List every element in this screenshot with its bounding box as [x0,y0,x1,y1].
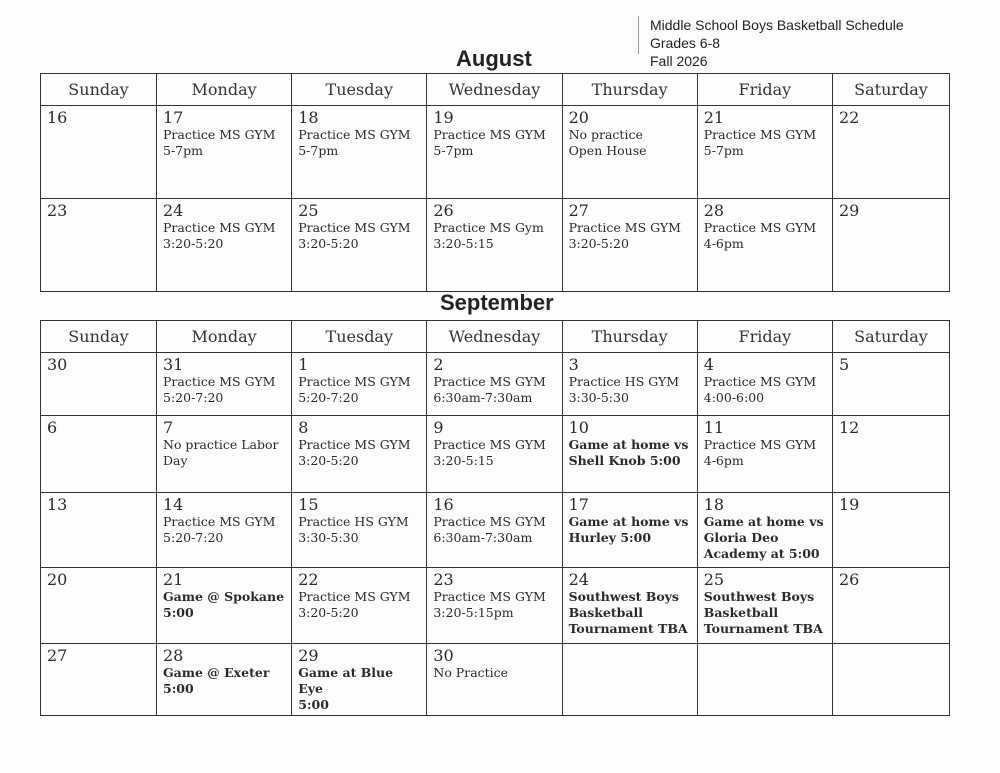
weekday-thursday: Thursday [562,321,697,353]
calendar-day-cell [562,199,697,292]
day-number: 17 [568,495,589,514]
event-line: 6:30am-7:30am [433,390,533,405]
calendar-day-cell [157,568,292,644]
day-number: 26 [839,570,860,589]
calendar-day-cell [427,493,562,568]
calendar-day-cell [157,416,292,493]
calendar-day-cell [833,353,950,416]
event-line: Practice MS GYM [703,437,817,452]
day-number: 26 [433,201,454,220]
calendar-day-cell [427,416,562,493]
event-line: 3:30-5:30 [298,530,359,545]
day-number: 11 [703,418,725,437]
day-number: 27 [568,201,589,220]
event-line: Practice MS GYM [298,220,411,235]
august-calendar [40,73,950,292]
day-number: 12 [839,418,860,437]
day-number: 3 [568,355,579,374]
event-line: 5-7pm [163,143,203,158]
event-line: Practice MS GYM [163,220,276,235]
event-line: No Practice [433,665,509,680]
day-number: 24 [568,570,589,589]
calendar-day-cell [833,199,950,292]
day-number: 29 [298,646,319,665]
weekday-sunday: Sunday [41,74,157,106]
day-number: 18 [703,495,725,514]
game-event-line: Gloria Deo [703,530,779,545]
day-number: 8 [298,418,309,437]
calendar-day-cell [292,644,427,716]
day-number: 16 [47,108,68,127]
day-number: 20 [568,108,589,127]
day-number: 14 [163,495,184,514]
month-title-september: September [440,290,554,315]
calendar-week-row [41,416,950,493]
calendar-day-cell [41,199,157,292]
day-number: 21 [163,570,184,589]
event-line: Practice MS GYM [163,374,276,389]
schedule-grades: Grades 6-8 [650,35,721,51]
weekday-tuesday: Tuesday [292,74,427,106]
calendar-day-cell [41,493,157,568]
weekday-friday: Friday [697,74,832,106]
calendar-day-cell [157,493,292,568]
event-line: Practice MS GYM [298,437,411,452]
game-event-line: Basketball [568,605,643,620]
day-number: 17 [163,108,184,127]
calendar-day-cell [562,493,697,568]
header-divider [638,16,639,54]
calendar-day-cell [41,416,157,493]
weekday-sunday: Sunday [41,321,157,353]
calendar-day-cell [292,353,427,416]
day-number: 22 [839,108,860,127]
calendar-day-cell [833,644,950,716]
weekday-saturday: Saturday [833,74,950,106]
calendar-day-cell [833,416,950,493]
calendar-day-cell [292,199,427,292]
game-event-line: Game @ Spokane [163,589,285,604]
day-number: 25 [298,201,319,220]
calendar-day-cell [292,416,427,493]
day-number: 20 [47,570,68,589]
event-line: 4-6pm [703,236,744,251]
day-number: 21 [703,108,725,127]
weekday-wednesday: Wednesday [427,321,562,353]
event-line: Day [163,453,188,468]
game-event-line: Game @ Exeter [163,665,270,680]
calendar-day-cell [427,199,562,292]
weekday-monday: Monday [157,321,292,353]
day-number: 5 [839,355,850,374]
event-line: Practice MS GYM [298,374,411,389]
event-line: No practice Labor [163,437,279,452]
calendar-week-row [41,199,950,292]
event-line: Open House [568,143,647,158]
calendar-day-cell [427,568,562,644]
weekday-header-row [41,321,950,353]
event-line: Practice MS GYM [433,437,546,452]
calendar-week-row [41,644,950,716]
event-line: Practice MS GYM [433,514,546,529]
calendar-day-cell [562,353,697,416]
event-line: 3:20-5:15 [433,453,494,468]
calendar-day-cell [697,106,832,199]
game-event-line: Southwest Boys [568,589,679,604]
day-number: 28 [163,646,184,665]
schedule-season: Fall 2026 [650,53,708,69]
event-line: Practice MS GYM [163,514,276,529]
event-line: Practice HS GYM [298,514,409,529]
event-line: 3:20-5:15 [433,236,494,251]
day-number: 31 [163,355,184,374]
september-calendar [40,320,950,716]
weekday-thursday: Thursday [562,74,697,106]
event-line: 4-6pm [703,453,744,468]
schedule-header [650,16,904,70]
game-event-line: Southwest Boys [703,589,815,604]
event-line: 5:20-7:20 [298,390,359,405]
weekday-wednesday: Wednesday [427,74,562,106]
calendar-day-cell [41,568,157,644]
event-line: Practice MS GYM [703,220,817,235]
day-number: 6 [47,418,58,437]
event-line: 3:20-5:15pm [433,605,514,620]
event-line: Practice MS GYM [703,127,817,142]
weekday-header-row [41,74,950,106]
day-number: 18 [298,108,319,127]
event-line: 5-7pm [298,143,339,158]
day-number: 24 [163,201,184,220]
calendar-day-cell [562,416,697,493]
day-number: 16 [433,495,454,514]
calendar-week-row [41,568,950,644]
calendar-day-cell [157,106,292,199]
calendar-day-cell [562,644,697,716]
event-line: 3:20-5:20 [568,236,629,251]
calendar-day-cell [292,568,427,644]
calendar-day-cell [157,353,292,416]
calendar-day-cell [562,568,697,644]
day-number: 27 [47,646,68,665]
day-number: 1 [298,355,309,374]
month-title-august: August [456,46,532,71]
event-line: Practice MS GYM [163,127,276,142]
day-number: 29 [839,201,860,220]
event-line: 3:20-5:20 [298,236,359,251]
game-event-line: Tournament TBA [568,621,688,636]
event-line: Practice MS Gym [433,220,544,235]
calendar-day-cell [697,568,832,644]
calendar-day-cell [697,199,832,292]
day-number: 15 [298,495,319,514]
calendar-week-row [41,493,950,568]
calendar-day-cell [697,416,832,493]
event-line: Practice HS GYM [568,374,680,389]
game-event-line: Hurley 5:00 [568,530,652,545]
day-number: 23 [47,201,68,220]
day-number: 28 [703,201,725,220]
game-event-line: Basketball [703,605,779,620]
calendar-day-cell [292,106,427,199]
event-line: Practice MS GYM [568,220,681,235]
weekday-saturday: Saturday [833,321,950,353]
calendar-day-cell [157,199,292,292]
calendar-day-cell [157,644,292,716]
day-number: 19 [839,495,860,514]
day-number: 10 [568,418,589,437]
event-line: 5:20-7:20 [163,390,224,405]
event-line: Practice MS GYM [298,127,411,142]
game-event-line: Tournament TBA [703,621,823,636]
calendar-day-cell [697,493,832,568]
calendar-week-row [41,353,950,416]
calendar-day-cell [697,353,832,416]
event-line: 3:30-5:30 [568,390,629,405]
calendar-day-cell [833,106,950,199]
calendar-day-cell [292,493,427,568]
weekday-tuesday: Tuesday [292,321,427,353]
game-event-line: Game at Blue Eye [298,665,394,696]
event-line: Practice MS GYM [433,374,546,389]
calendar-day-cell [833,568,950,644]
game-event-line: 5:00 [163,681,194,696]
weekday-monday: Monday [157,74,292,106]
calendar-day-cell [562,106,697,199]
calendar-day-cell [427,644,562,716]
event-line: 5:20-7:20 [163,530,224,545]
event-line: Practice MS GYM [433,589,546,604]
event-line: 3:20-5:20 [298,453,359,468]
game-event-line: Game at home vs [568,437,689,452]
day-number: 25 [703,570,725,589]
event-line: 3:20-5:20 [298,605,359,620]
calendar-day-cell [427,106,562,199]
event-line: 6:30am-7:30am [433,530,533,545]
calendar-week-row [41,106,950,199]
event-line: 4:00-6:00 [703,390,765,405]
event-line: 3:20-5:20 [163,236,224,251]
calendar-day-cell [427,353,562,416]
day-number: 23 [433,570,454,589]
calendar-day-cell [41,644,157,716]
event-line: 5-7pm [703,143,744,158]
calendar-day-cell [833,493,950,568]
calendar-day-cell [41,106,157,199]
day-number: 19 [433,108,454,127]
event-line: Practice MS GYM [433,127,546,142]
calendar-day-cell [41,353,157,416]
game-event-line: Academy at 5:00 [703,546,820,561]
event-line: Practice MS GYM [298,589,411,604]
schedule-title: Middle School Boys Basketball Schedule [650,17,904,33]
event-line: 5-7pm [433,143,474,158]
day-number: 2 [433,355,444,374]
day-number: 13 [47,495,68,514]
day-number: 30 [433,646,454,665]
game-event-line: Game at home vs [703,514,824,529]
weekday-friday: Friday [697,321,832,353]
day-number: 9 [433,418,444,437]
game-event-line: Shell Knob 5:00 [568,453,681,468]
day-number: 4 [703,355,714,374]
game-event-line: 5:00 [163,605,194,620]
calendar-day-cell [697,644,832,716]
day-number: 30 [47,355,68,374]
event-line: No practice [568,127,643,142]
game-event-line: 5:00 [298,697,329,712]
day-number: 7 [163,418,174,437]
game-event-line: Game at home vs [568,514,689,529]
event-line: Practice MS GYM [703,374,817,389]
day-number: 22 [298,570,319,589]
